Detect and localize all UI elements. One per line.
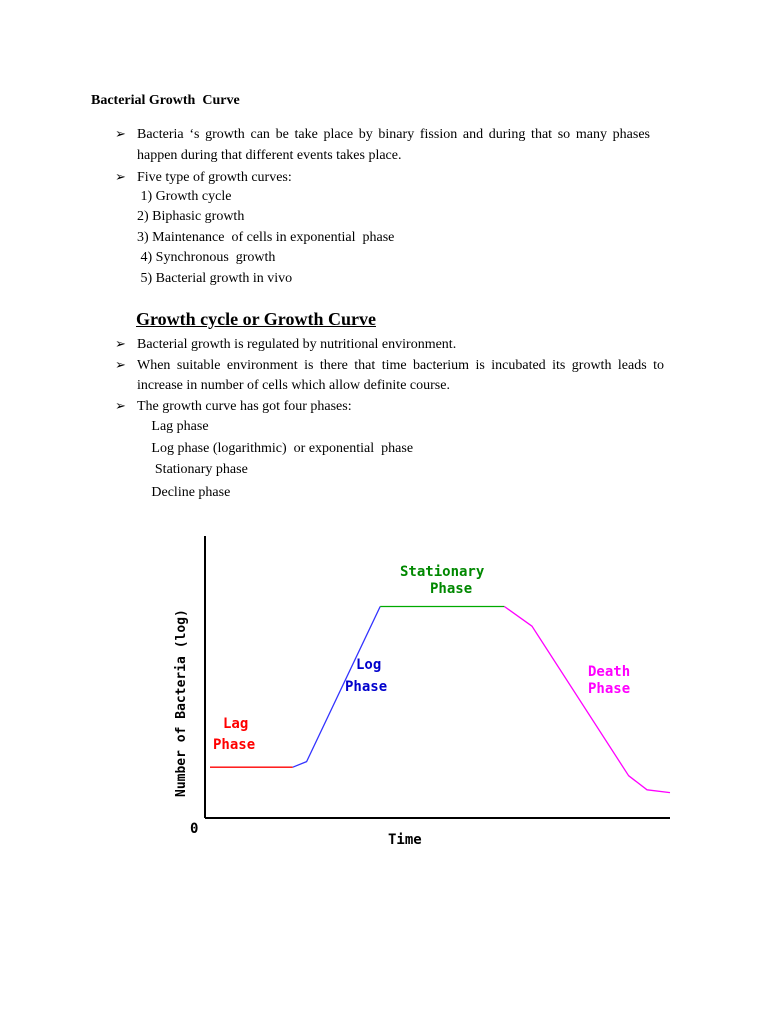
phase-list-item: Log phase (logarithmic) or exponential phase <box>137 441 406 456</box>
list-item: 4) Synchronous growth <box>137 250 276 265</box>
growth-curve-svg <box>160 530 680 860</box>
death-phase-label: Phase <box>588 681 631 697</box>
x-axis-label: Time <box>388 832 422 848</box>
lag-phase-label: Phase <box>213 737 256 753</box>
list-item: 3) Maintenance of cells in exponential phase <box>137 230 395 245</box>
stationary-phase-label: Stationary <box>400 564 485 580</box>
bullet-text: Five type of growth curves: <box>137 170 292 185</box>
bullet-item <box>115 398 352 415</box>
bullet-item <box>115 336 456 353</box>
bullet-text: The growth curve has got four phases: <box>137 399 352 414</box>
bullet-item <box>115 126 650 143</box>
bullet-continuation: increase in number of cells which allow definite course. <box>137 378 450 393</box>
death-phase-label: Death <box>588 664 631 680</box>
stationary-phase-label: Phase <box>430 581 473 597</box>
bullet-item <box>115 357 664 374</box>
bullet-continuation: happen during that different events takes place. <box>137 148 402 163</box>
bullet-text: Bacteria ‘s growth can be take place by binary fission and during that so many phases <box>137 127 650 142</box>
growth-curve-chart <box>160 530 680 860</box>
arrow-bullet-icon: ➢ <box>115 398 126 413</box>
list-item: 1) Growth cycle <box>137 189 232 204</box>
log-phase-label: Log <box>356 657 382 673</box>
arrow-bullet-icon: ➢ <box>115 169 126 184</box>
arrow-bullet-icon: ➢ <box>115 126 126 141</box>
origin-label: 0 <box>190 821 199 837</box>
bullet-item <box>115 169 292 186</box>
section-heading: Growth cycle or Growth Curve <box>136 309 376 329</box>
phase-list-item: Decline phase <box>137 485 223 500</box>
list-item: 5) Bacterial growth in vivo <box>137 271 293 286</box>
document-title: Bacterial Growth Curve <box>91 93 240 108</box>
death-phase-line <box>504 607 670 793</box>
bullet-text: When suitable environment is there that time bacterium is incubated its growth leads to <box>137 358 664 373</box>
list-item: 2) Biphasic growth <box>137 209 245 224</box>
bullet-text: Bacterial growth is regulated by nutritional environment. <box>137 337 457 352</box>
series-layer <box>210 607 670 793</box>
phase-list-item: Stationary phase <box>137 462 241 477</box>
phase-list-item: Lag phase <box>137 419 202 434</box>
lag-phase-label: Lag <box>223 716 249 732</box>
y-axis-label: Number of Bacteria (log) <box>174 609 189 797</box>
arrow-bullet-icon: ➢ <box>115 336 126 351</box>
log-phase-label: Phase <box>345 679 388 695</box>
arrow-bullet-icon: ➢ <box>115 357 126 372</box>
